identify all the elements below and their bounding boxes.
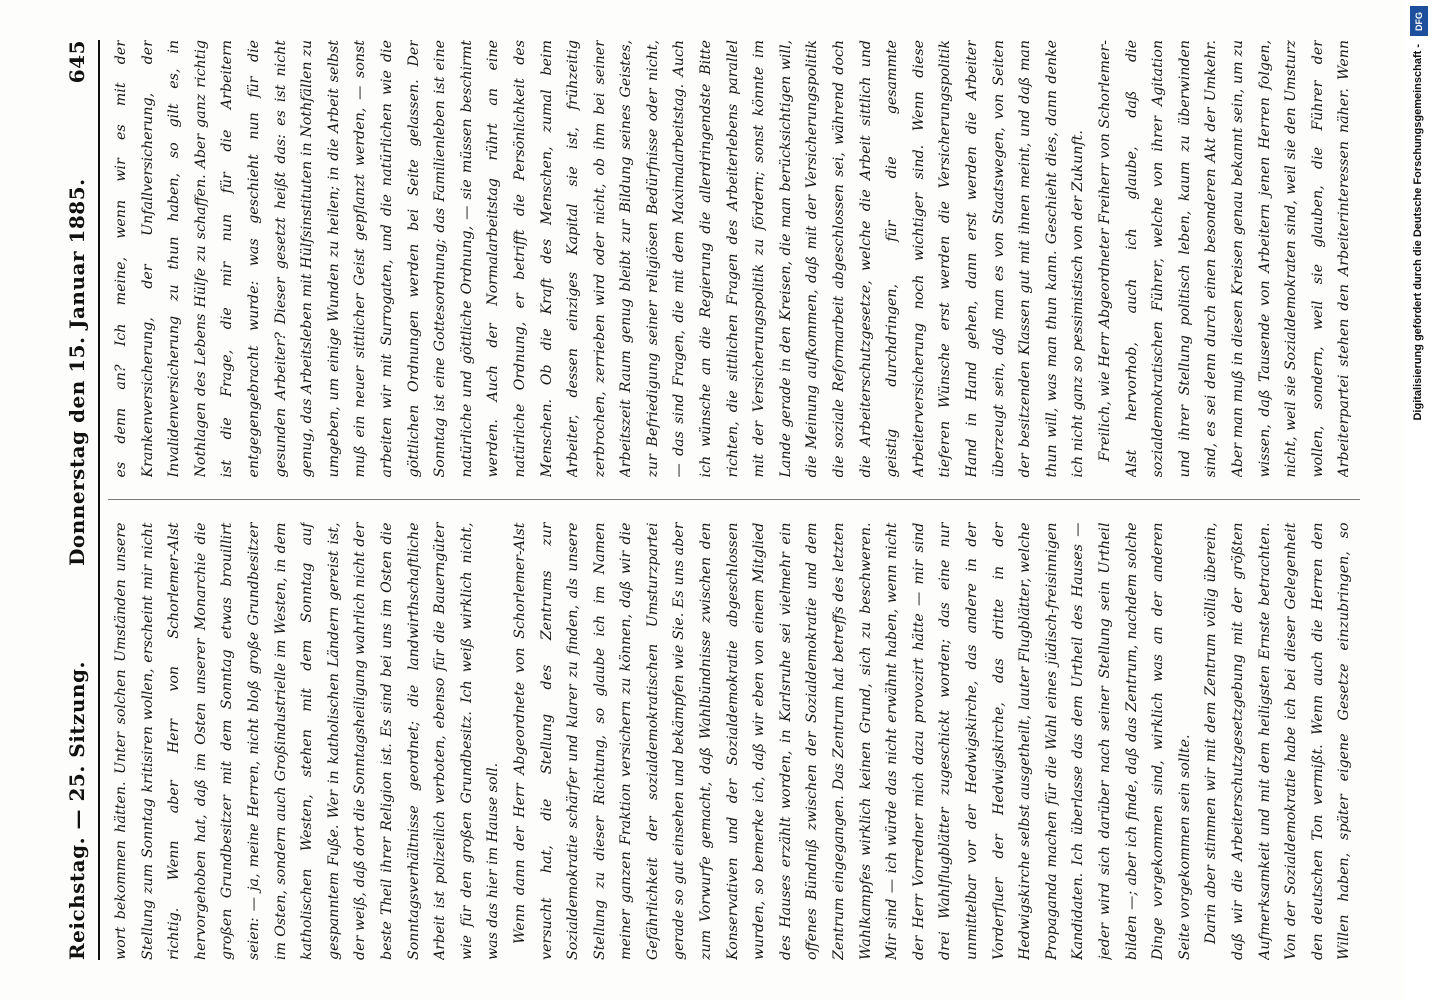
credit-text: Digitalisierung gefördert durch die Deutsche Forschungsgemeinschaft -	[1412, 44, 1424, 421]
header-rule	[98, 40, 100, 960]
paragraph: wort bekommen hätten. Unter solchen Umständen unsere Stellung zum Sonntag kritisiren wollen, erscheint mir nicht richtig. Wenn aber Herr von Schorlemer-Alst hervorgehoben hat, daß im Osten unserer Monarchie die großen Grundbesitzer mit dem Sonntag etwas brouillirt seien: — ja, meine Herren, nicht bloß große Grundbesitzer im Osten, sondern auch Großindustrielle im Westen, in dem katholischen Westen, stehen mit dem Sonntag auf gespanntem Fuße. Wer in katholischen Ländern gereist ist, der weiß, daß dort die Sonntagsheiligung wahrlich nicht der beste Theil ihrer Religion ist. Es sind bei uns im Osten die Sonntagsverhältnisse geordnet; die landwirthschaftliche Arbeit ist polizeilich verboten, ebenso für die Bauerngüter wie für den großen Grundbesitz. Ich weiß wirklich nicht, was das hier im Hause soll.	[113, 522, 502, 960]
header-left: Reichstag. — 25. Sitzung.	[65, 661, 89, 960]
column-left	[108, 523, 1360, 961]
running-header	[60, 40, 94, 960]
paragraph: Darin aber stimmen wir mit dem Zentrum völlig überein, daß wir die Arbeiterschutzgesetzgebung mit der größten Aufmerksamkeit und mit dem heiligsten Ernste betrachten. Von der Sozialdemokratie habe ich bei dieser Gelegenheit den deutschen Ton vermißt. Wenn auch die Herren den Willen haben, später eigene Gesetze einzubringen, so	[1203, 522, 1353, 960]
column-divider	[108, 500, 1360, 501]
digitization-credit	[1406, 0, 1430, 1000]
column-right	[108, 40, 1360, 478]
page-number: 645	[65, 40, 89, 84]
text-columns	[108, 40, 1360, 960]
paragraph: es denn an? Ich meine, wenn wir es mit der Krankenversicherung, der Unfallversicherung, der Invalidenversicherung zu thun haben, so gilt es, in Nothlagen des Lebens Hülfe zu schaffen. Aber ganz richtig ist die Frage, die mir nun für die Arbeitern entgegengebracht wurde: was geschieht nun für die gesunden Arbeiter? Dieser gesetzt heißt das: es ist nicht genug, das Arbeitsleben mit Hülfsinstituten in Nothfällen zu umgeben, um einige Wunden zu heilen; in die Arbeit selbst muß ein neuer sittlicher Geist gepflanzt werden, — sonst arbeiten wir mit Surrogaten, und die natürlichen wie die göttlichen Ordnungen werden bei Seite gelassen. Der Sonntag ist eine Gottesordnung; das Familienleben ist eine natürliche und göttliche Ordnung, — sie müssen beschirmt werden. Auch der Normalarbeitstag rührt an eine natürliche Ordnung, er betrifft die Persönlichkeit des Menschen. Ob die Kraft des Menschen, zumal beim Arbeiter, dessen einziges Kapital sie ist, frühzeitig zerbrochen, zerrieben wird oder nicht, ob ihm bei seiner Arbeitszeit Raum genug bleibt zur Bildung seines Geistes, zur Befriedigung seiner religiösen Bedürfnisse oder nicht, — das sind Fragen, die mit dem Maximalarbeitstag. Auch ich wünsche an die Regierung die allerdringendste Bitte richten, die sittlichen Fragen des Arbeiterlebens parallel mit der Versicherungspolitik zu fördern; sonst könnte im Lande gerade in den Kreisen, die man berücksichtigen will, die Meinung aufkommen, daß mit der Versicherungspolitik die soziale Reformarbeit abgeschlossen sei, während doch die Arbeiterschutzgesetze, welche die Arbeit sittlich und geistig durchdringen, für die gesammte Arbeiterversicherung noch wichtiger sind. Wenn diese tieferen Wünsche erst werden die Versicherungspolitik Hand in Hand gehen, dann erst werden die Arbeiter überzeugt sein, daß man es von Staatswegen, von Seiten der besitzenden Klassen gut mit ihnen meint, und daß man thun will, was man thun kann. Geschieht dies, dann denke ich nicht ganz so pessimistisch von der Zukunft.	[113, 40, 1087, 478]
credit-strip	[1404, 0, 1432, 1000]
dfg-logo-text: DFG	[1414, 11, 1424, 31]
paragraph: Wenn dann der Herr Abgeordnete von Schorlemer-Alst versucht hat, die Stellung des Zentrums zur Sozialdemokratie schärfer und klarer zu finden, als unsere Stellung zu dieser Richtung, so glaube ich im Namen meiner ganzen Fraktion versichern zu können, daß wir die Gefährlichkeit der sozialdemokratischen Umsturzpartei gerade so gut einsehen und bekämpfen wie Sie. Es uns aber zum Vorwurfe gemacht, daß Wahlbündnisse zwischen den Konservativen und der Sozialdemokratie abgeschlossen wurden, so bemerke ich, daß wir eben von einem Mitglied des Hauses erzählt worden, in Karlsruhe sei vielmehr ein offenes Bündniß zwischen der Sozialdemokratie und dem Zentrum eingegangen. Das Zentrum hat betreffs des letzten Wahlkampfes wirklich keinen Grund, sich zu beschweren. Mir sind — ich würde das nicht erwähnt haben, wenn nicht der Herr Vorredner mich dazu provozirt hätte — mir sind drei Wahlflugblätter zugeschickt worden; das eine nur unmittelbar vor der Hedwigskirche, das andere in der Vorderfluer der Hedwigskirche, das dritte in der Hedwigskirche selbst ausgetheilt, lauter Flugblätter, welche Propaganda machen für die Wahl eines jüdisch-freisinnigen Kandidaten. Ich überlasse das dem Urtheil des Hauses — jeder wird sich darüber nach seiner Stellung sein Urtheil bilden —; aber ich finde, daß das Zentrum, nachdem solche Dinge vorgekommen sind, wirklich was an der anderen Seite vorgekommen sein sollte.	[511, 522, 1193, 960]
header-date: Donnerstag den 15. Januar 1885.	[65, 178, 89, 566]
paragraph: Freilich, wie Herr Abgeordneter Freiherr von Schorlemer-Alst hervorhob, auch ich glaube, daß die sozialdemokratischen Führer, welche von ihrer Agitation und ihrer Stellung politisch leben, kaum zu überwinden sind, es sei denn durch einen besonderen Akt der Umkehr. Aber man muß in diesen Kreisen genau bekannt sein, um zu wissen, daß Tausende von Arbeitern jenen Herren folgen, nicht, weil sie Sozialdemokraten sind, weil sie den Umsturz wollen, sondern, weil sie glauben, die Führer der Arbeiterpartei stehen den Arbeiterinteressen näher. Wenn	[1096, 40, 1353, 478]
